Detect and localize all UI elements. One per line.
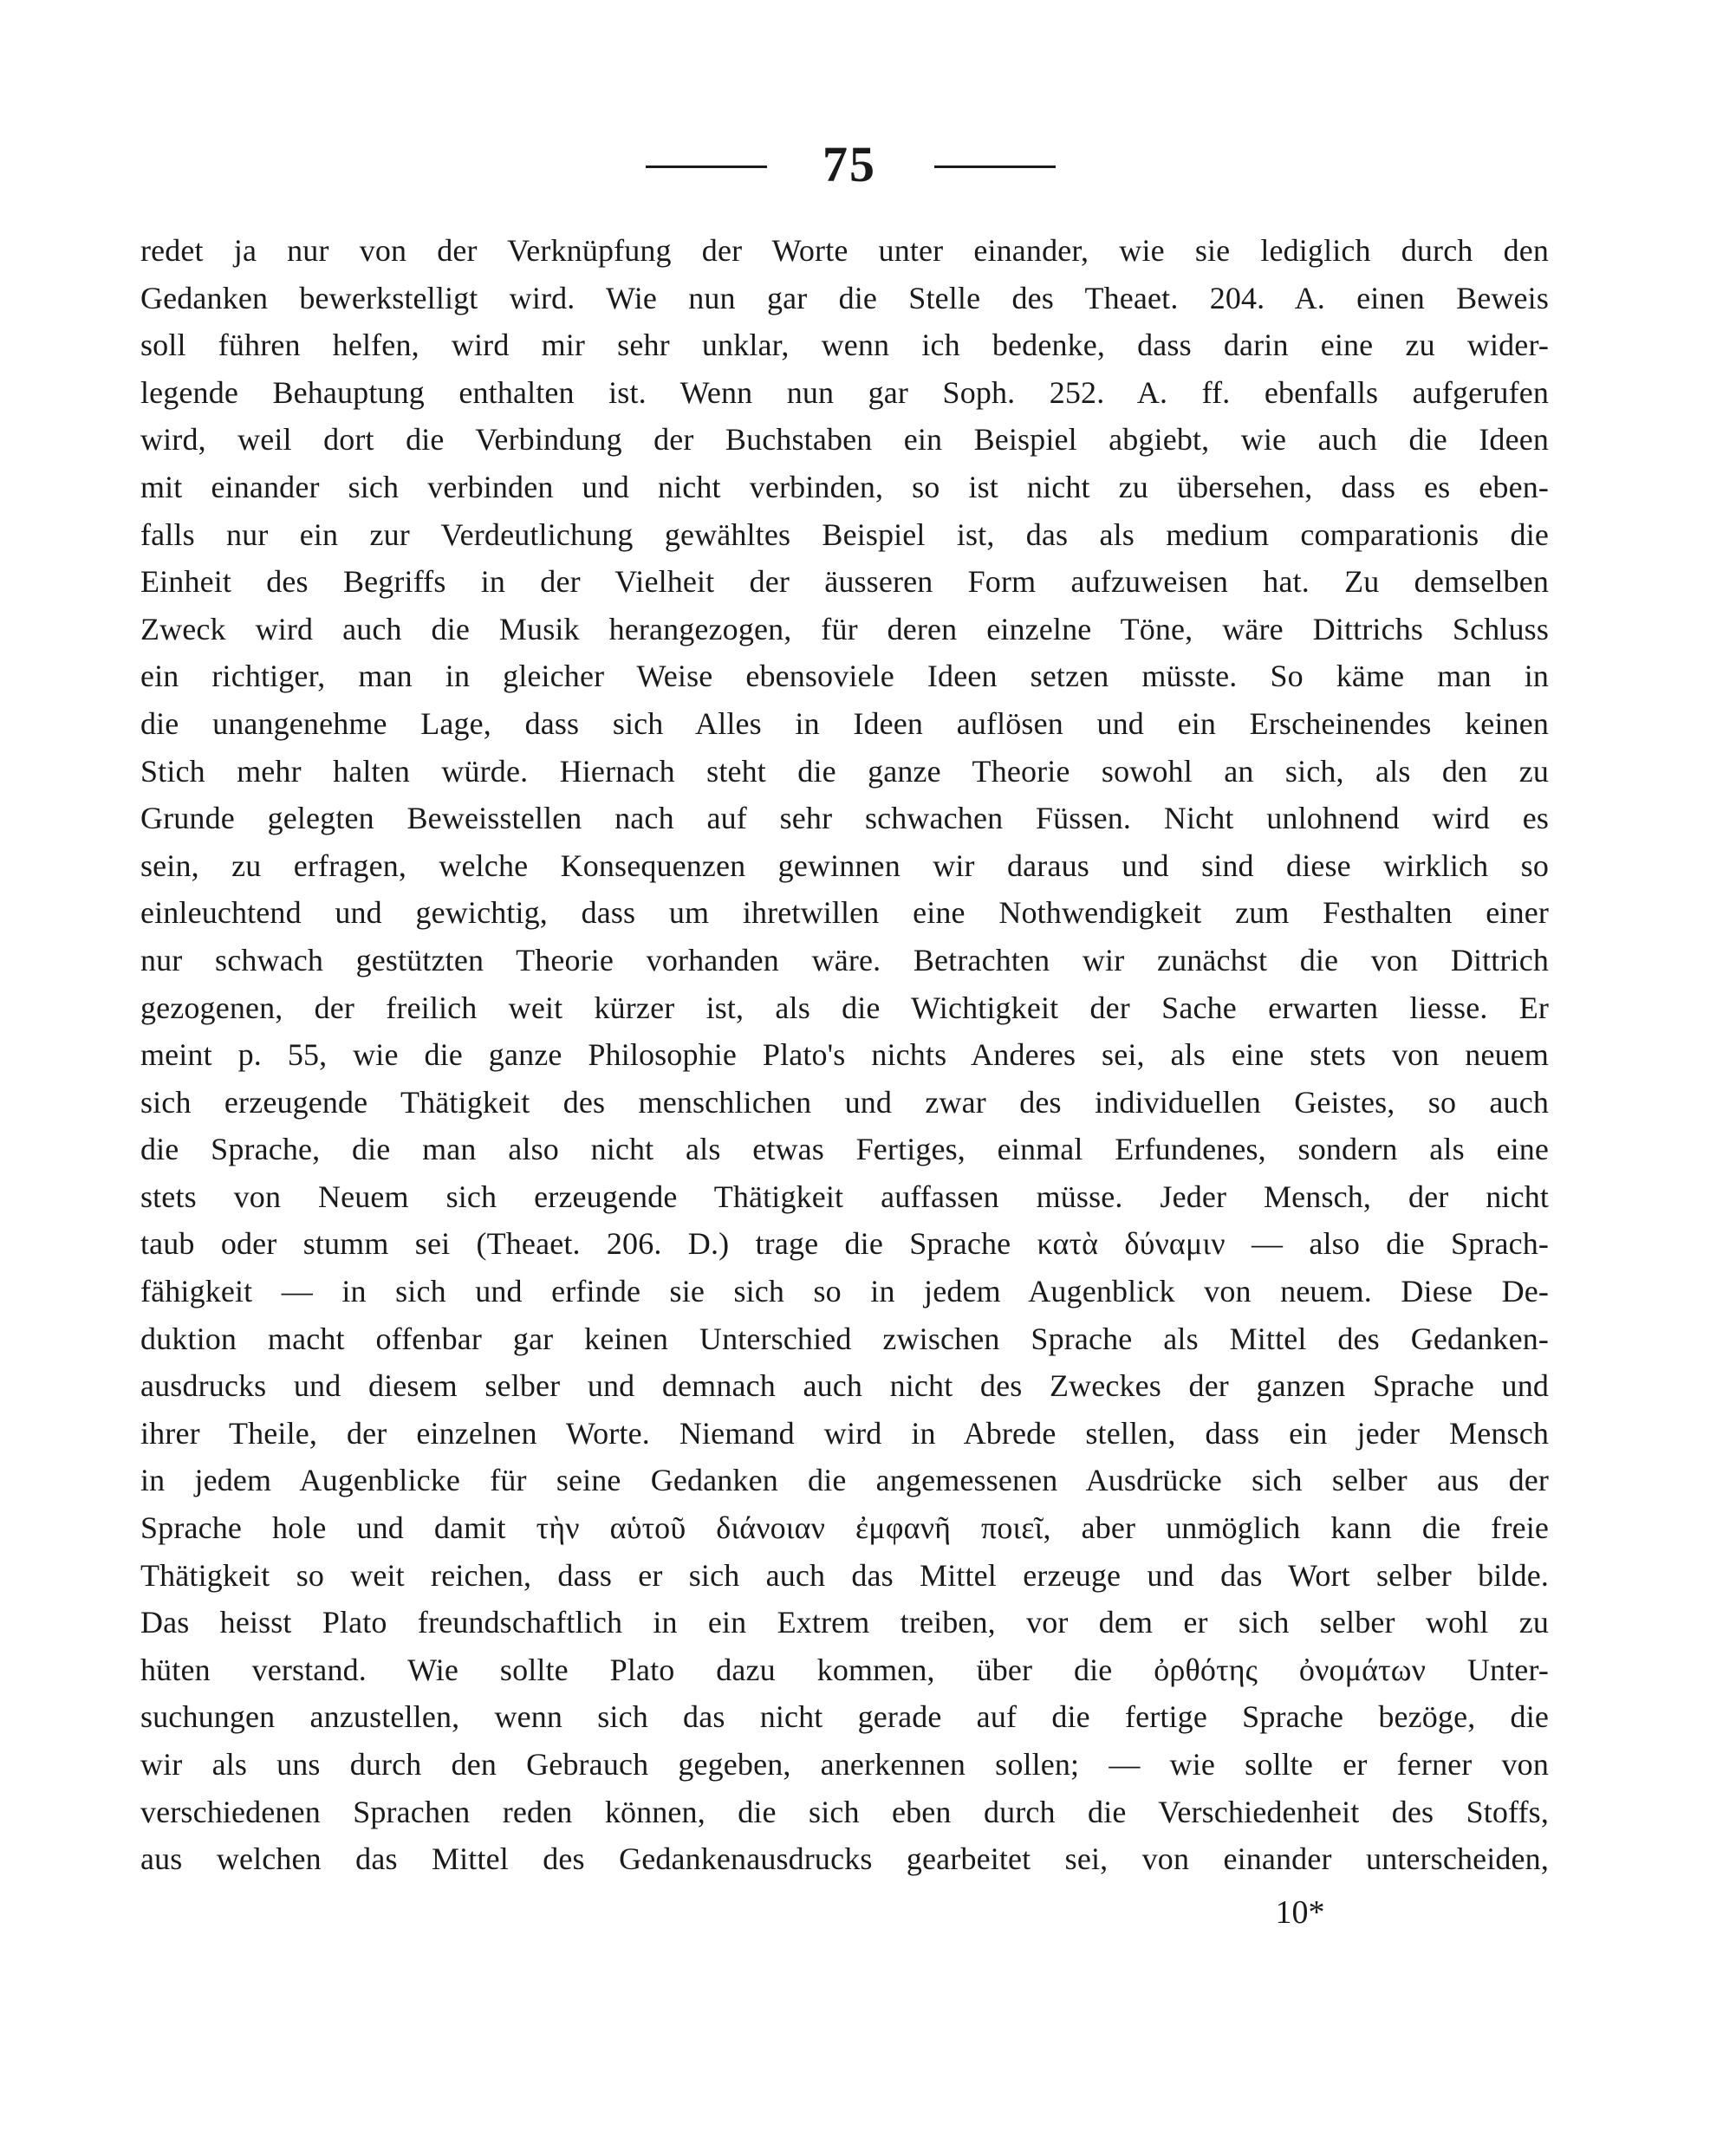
text-line: Thätigkeit so weit reichen, dass er sich auch das Mittel erzeuge und das Wort selber bilde.	[140, 1557, 1549, 1593]
text-line: sein, zu erfragen, welche Konsequenzen gewinnen wir daraus und sind diese wirklich so	[140, 847, 1549, 883]
text-line: duktion macht offenbar gar keinen Unterschied zwischen Sprache als Mittel des Gedanken-	[140, 1321, 1549, 1356]
text-line: soll führen helfen, wird mir sehr unklar, wenn ich bedenke, dass darin eine zu wider-	[140, 328, 1549, 363]
text-line: ausdrucks und diesem selber und demnach auch nicht des Zweckes der ganzen Sprache und	[140, 1368, 1549, 1404]
text-line: Das heisst Plato freundschaftlich in ein Extrem treiben, vor dem er sich selber wohl zu	[140, 1605, 1549, 1640]
text-line: redet ja nur von der Verknüpfung der Worte unter einander, wie sie lediglich durch den	[140, 233, 1549, 268]
text-line: die unangenehme Lage, dass sich Alles in Ideen auflösen und ein Erscheinendes keinen	[140, 705, 1549, 741]
signature-mark: 10*	[1275, 1894, 1325, 1931]
text-line: Gedanken bewerkstelligt wird. Wie nun gar die Stelle des Theaet. 204. A. einen Beweis	[140, 280, 1549, 315]
text-line: wird, weil dort die Verbindung der Buchstaben ein Beispiel abgiebt, wie auch die Ideen	[140, 422, 1549, 458]
text-line: Zweck wird auch die Musik herangezogen, für deren einzelne Töne, wäre Dittrichs Schluss	[140, 611, 1549, 646]
text-line: hüten verstand. Wie sollte Plato dazu kommen, über die ὀρθότης ὀνομάτων Unter-	[140, 1652, 1549, 1687]
text-line: die Sprache, die man also nicht als etwas Fertiges, einmal Erfundenes, sondern als eine	[140, 1132, 1549, 1167]
text-line: in jedem Augenblicke für seine Gedanken die angemessenen Ausdrücke sich selber aus der	[140, 1463, 1549, 1498]
text-line: Stich mehr halten würde. Hiernach steht die ganze Theorie sowohl an sich, als den zu	[140, 753, 1549, 789]
text-line: Sprache hole und damit τὴν αὑτοῦ διάνοιαν ἐμφανῆ ποιεῖ, aber unmöglich kann die freie	[140, 1510, 1549, 1546]
page-header	[0, 130, 1723, 199]
text-line: mit einander sich verbinden und nicht verbinden, so ist nicht zu übersehen, dass es eben-	[140, 469, 1549, 504]
text-line: meint p. 55, wie die ganze Philosophie Plato's nichts Anderes sei, als eine stets von neuem	[140, 1037, 1549, 1073]
text-line: einleuchtend und gewichtig, dass um ihretwillen eine Nothwendigkeit zum Festhalten einer	[140, 895, 1549, 931]
page-number: 75	[822, 136, 876, 192]
header-rule-left	[646, 166, 767, 168]
text-line: ihrer Theile, der einzelnen Worte. Niemand wird in Abrede stellen, dass ein jeder Mensch	[140, 1415, 1549, 1451]
text-line: falls nur ein zur Verdeutlichung gewähltes Beispiel ist, das als medium comparationis die	[140, 516, 1549, 552]
text-line: gezogenen, der freilich weit kürzer ist, als die Wichtigkeit der Sache erwarten liesse. Er	[140, 990, 1549, 1025]
text-line: ein richtiger, man in gleicher Weise ebensoviele Ideen setzen müsste. So käme man in	[140, 659, 1549, 694]
text-line: sich erzeugende Thätigkeit des menschlichen und zwar des individuellen Geistes, so auch	[140, 1084, 1549, 1120]
text-line: wir als uns durch den Gebrauch gegeben, anerkennen sollen; — wie sollte er ferner von	[140, 1747, 1549, 1782]
text-line: taub oder stumm sei (Theaet. 206. D.) trage die Sprache κατὰ δύναμιν — also die Sprach-	[140, 1226, 1549, 1262]
text-line: fähigkeit — in sich und erfinde sie sich so in jedem Augenblick von neuem. Diese De-	[140, 1274, 1549, 1309]
text-line: Grunde gelegten Beweisstellen nach auf sehr schwachen Füssen. Nicht unlohnend wird es	[140, 801, 1549, 836]
text-line: aus welchen das Mittel des Gedankenausdrucks gearbeitet sei, von einander unterscheiden,	[140, 1841, 1549, 1877]
text-line: legende Behauptung enthalten ist. Wenn nun gar Soph. 252. A. ff. ebenfalls aufgerufen	[140, 374, 1549, 410]
text-line: verschiedenen Sprachen reden können, die sich eben durch die Verschiedenheit des Stoffs,	[140, 1794, 1549, 1829]
body-text	[140, 227, 1549, 1883]
text-line: Einheit des Begriffs in der Vielheit der äusseren Form aufzuweisen hat. Zu demselben	[140, 564, 1549, 600]
text-line: suchungen anzustellen, wenn sich das nicht gerade auf die fertige Sprache bezöge, die	[140, 1699, 1549, 1735]
text-line: stets von Neuem sich erzeugende Thätigkeit auffassen müsse. Jeder Mensch, der nicht	[140, 1179, 1549, 1214]
text-line: nur schwach gestützten Theorie vorhanden wäre. Betrachten wir zunächst die von Dittrich	[140, 942, 1549, 977]
header-rule-right	[934, 166, 1056, 168]
